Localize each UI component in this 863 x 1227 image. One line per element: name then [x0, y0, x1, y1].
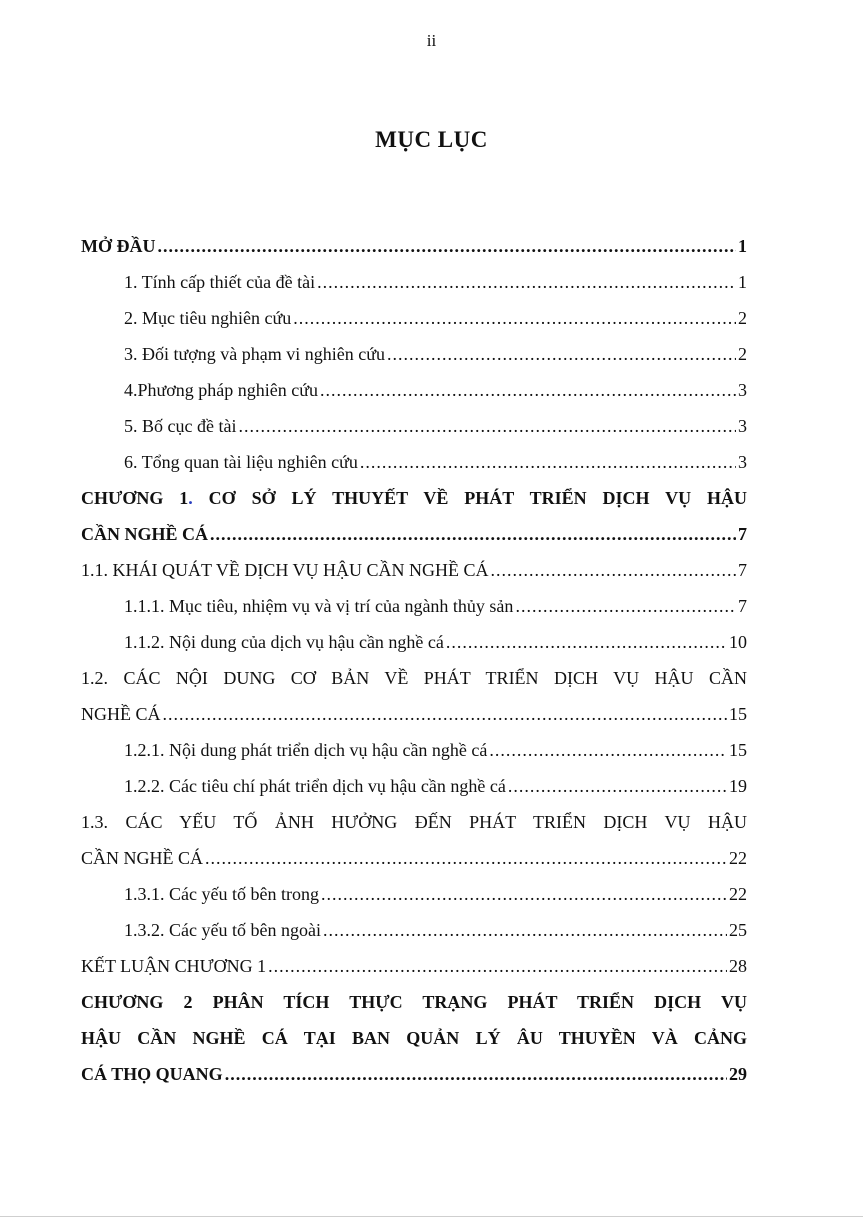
toc-entry-text: 1.3.2. Các yếu tố bên ngoài [124, 920, 321, 940]
toc-entry-text: 3. Đối tượng và phạm vi nghiên cứu [124, 344, 385, 364]
dot-leader [238, 408, 736, 444]
toc-entry-page: 22 [729, 884, 747, 904]
toc-entry-text: 5. Bố cục đề tài [124, 416, 237, 436]
toc-entry-page: 25 [729, 920, 747, 940]
toc-entry-text: 1.2.2. Các tiêu chí phát triển dịch vụ hậu cần nghề cá [124, 776, 506, 796]
toc-entry[interactable] [81, 408, 747, 444]
toc-entry-page: 22 [729, 848, 747, 868]
dot-leader [489, 732, 727, 768]
dot-leader [293, 300, 736, 336]
chapter-heading-line1: CƠ SỞ LÝ THUYẾT VỀ PHÁT TRIỂN DỊCH VỤ HẬU [192, 488, 748, 508]
dot-leader [491, 552, 737, 588]
toc-entry-text: NGHỀ CÁ [81, 704, 161, 724]
dot-leader [321, 876, 727, 912]
toc-entry-text: 2. Mục tiêu nghiên cứu [124, 308, 292, 328]
dot-leader [320, 372, 736, 408]
toc-entry-page: 3 [738, 416, 747, 436]
toc-entry-page: 1 [738, 236, 747, 256]
toc-entry-page: 3 [738, 452, 747, 472]
toc-entry[interactable] [81, 228, 747, 264]
toc-entry-text: KẾT LUẬN CHƯƠNG 1 [81, 956, 267, 976]
dot-leader [323, 912, 727, 948]
dot-leader [225, 1056, 727, 1092]
chapter-heading-dot: . [188, 488, 193, 508]
toc-entry-text-line2: HẬU CẦN NGHỀ CÁ TẠI BAN QUẢN LÝ ÂU THUYỀN VÀ CẢNG [81, 1028, 747, 1048]
toc-entry-text: 1. Tính cấp thiết của đề tài [124, 272, 316, 292]
toc-entry-page: 7 [738, 596, 747, 616]
toc-entry-text: 1.1.2. Nội dung của dịch vụ hậu cần nghề cá [124, 632, 444, 652]
toc-entry[interactable] [81, 804, 747, 876]
toc-entry-text: 4.Phương pháp nghiên cứu [124, 380, 319, 400]
toc-entry[interactable] [81, 264, 747, 300]
toc-entry[interactable] [81, 948, 747, 984]
dot-leader [360, 444, 736, 480]
toc-entry-text-line1: 1.2. CÁC NỘI DUNG CƠ BẢN VỀ PHÁT TRIỂN DỊCH VỤ HẬU CẦN [81, 668, 747, 688]
toc-entry[interactable] [81, 768, 747, 804]
toc-entry[interactable] [81, 876, 747, 912]
toc-entry-page: 7 [738, 560, 747, 580]
page-title: MỤC LỤC [375, 127, 488, 152]
toc-entry-text: CẦN NGHỀ CÁ [81, 524, 209, 544]
dot-leader [508, 768, 727, 804]
toc-entry-page: 2 [738, 344, 747, 364]
dot-leader [317, 264, 736, 300]
toc-entry[interactable] [81, 732, 747, 768]
toc-entry-text: 1.1. KHÁI QUÁT VỀ DỊCH VỤ HẬU CẦN NGHỀ CÁ [81, 560, 489, 580]
dot-leader [158, 228, 737, 264]
toc-entry-text: 1.2.1. Nội dung phát triển dịch vụ hậu cần nghề cá [124, 740, 488, 760]
toc-entry-text: 1.1.1. Mục tiêu, nhiệm vụ và vị trí của ngành thủy sản [124, 596, 514, 616]
toc-entry[interactable] [81, 444, 747, 480]
toc-entry-page: 15 [729, 740, 747, 760]
toc-entry-text: CẦN NGHỀ CÁ [81, 848, 204, 868]
toc-entry-page: 3 [738, 380, 747, 400]
toc-entry[interactable] [81, 372, 747, 408]
dot-leader [515, 588, 736, 624]
toc-entry[interactable] [81, 624, 747, 660]
toc-entry-text: MỞ ĐẦU [81, 236, 156, 256]
toc-entry-page: 10 [729, 632, 747, 652]
dot-leader [446, 624, 727, 660]
page-number: ii [426, 31, 437, 50]
toc-entry-page: 7 [738, 524, 747, 544]
toc-entry[interactable] [81, 588, 747, 624]
toc-entry[interactable] [81, 552, 747, 588]
dot-leader [210, 516, 736, 552]
toc-entry[interactable] [81, 336, 747, 372]
toc-entry-text: 1.3.1. Các yếu tố bên trong [124, 884, 319, 904]
toc-entry-chapter-2[interactable] [81, 984, 747, 1092]
toc-entry-text-line1: 1.3. CÁC YẾU TỐ ẢNH HƯỞNG ĐẾN PHÁT TRIỂN DỊCH VỤ HẬU [81, 812, 747, 832]
toc-entry[interactable] [81, 912, 747, 948]
toc-entry[interactable] [81, 300, 747, 336]
dot-leader [387, 336, 736, 372]
toc-entry-page: 15 [729, 704, 747, 724]
dot-leader [268, 948, 727, 984]
toc-entry-page: 29 [729, 1064, 747, 1084]
toc-entry-chapter-1[interactable] [81, 480, 747, 552]
dot-leader [163, 696, 728, 732]
toc-entry-text: CÁ THỌ QUANG [81, 1064, 223, 1084]
toc-entry-page: 1 [738, 272, 747, 292]
dot-leader [205, 840, 727, 876]
toc-entry[interactable] [81, 660, 747, 732]
table-of-contents [81, 228, 747, 1092]
page-bottom-divider [0, 1216, 863, 1217]
toc-entry-text: 6. Tổng quan tài liệu nghiên cứu [124, 452, 358, 472]
toc-entry-page: 19 [729, 776, 747, 796]
toc-entry-text-line1: CHƯƠNG 2 PHÂN TÍCH THỰC TRẠNG PHÁT TRIỂN DỊCH VỤ [81, 992, 747, 1012]
toc-entry-page: 2 [738, 308, 747, 328]
toc-entry-page: 28 [729, 956, 747, 976]
chapter-heading-prefix: CHƯƠNG 1 [81, 488, 189, 508]
